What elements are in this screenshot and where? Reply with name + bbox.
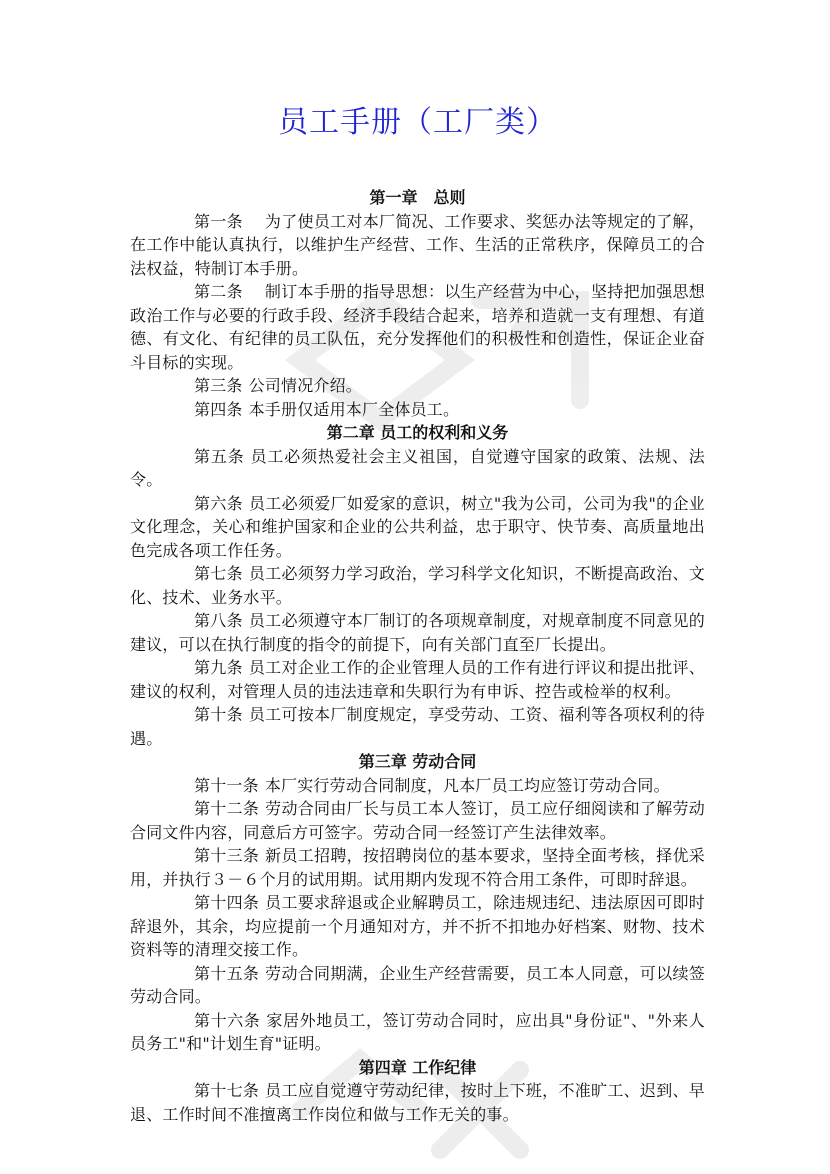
article (130, 962, 705, 1009)
article-text: 公司情况介绍。 (248, 376, 363, 395)
article (130, 210, 705, 281)
article (130, 1079, 705, 1126)
article-text: 员工必须热爱社会主义祖国，自觉遵守国家的政策、法规、法令。 (130, 446, 705, 489)
article (130, 797, 705, 844)
article (130, 398, 705, 422)
article-text: 员工可按本厂制度规定，享受劳动、工资、福利等各项权利的待遇。 (130, 705, 705, 748)
article (130, 703, 705, 750)
article-number: 第五条 (194, 446, 245, 466)
article-text: 员工必须爱厂如爱家的意识，树立"我为公司，公司为我"的企业文化理念，关心和维护国家和企业的公共利益，忠于职守、快节奏、高质量地出色完成各项工作任务。 (130, 493, 705, 560)
article (130, 844, 705, 891)
article-text: 员工必须遵守本厂制订的各项规章制度，对规章制度不同意见的建议，可以在执行制度的指令的前提下，向有关部门直至厂长提出。 (130, 611, 705, 654)
article (130, 374, 705, 398)
article-number: 第十条 (194, 705, 243, 724)
article-text: 劳动合同由厂长与员工本人签订，员工应仔细阅读和了解劳动合同文件内容，同意后方可签字。劳动合同一经签订产生法律效率。 (130, 799, 705, 842)
article-number: 第十三条 (194, 846, 260, 865)
article (130, 774, 705, 798)
article (130, 609, 705, 656)
article-text: 员工要求辞退或企业解聘员工，除违规违纪、违法原因可即时辞退外，其余，均应提前一个月通知对方，并不折不扣地办好档案、财物、技术资料等的清理交接工作。 (130, 893, 705, 959)
article-number: 第十一条 (194, 775, 259, 795)
chapter-heading: 第四章 工作纪律 (358, 1057, 477, 1077)
chapter-heading: 第三章 劳动合同 (358, 752, 477, 771)
article (130, 445, 705, 492)
article-number: 第十二条 (194, 799, 260, 818)
document-body (130, 186, 705, 1126)
article-text: 员工必须努力学习政治，学习科学文化知识，不断提高政治、文化、技术、业务水平。 (130, 564, 705, 607)
article (130, 1009, 705, 1056)
article (130, 492, 705, 563)
article (130, 280, 705, 374)
article-number: 第九条 (194, 658, 243, 677)
article (130, 656, 705, 703)
article-text: 员工应自觉遵守劳动纪律，按时上下班，不准旷工、迟到、早退、工作时间不准擅离工作岗位和做与工作无关的事。 (130, 1081, 705, 1124)
article-number: 第十四条 (194, 893, 260, 912)
article (130, 891, 705, 962)
article-number: 第六条 (194, 493, 243, 513)
article-number: 第十五条 (194, 963, 260, 983)
article-text: 家居外地员工，签订劳动合同时，应出具"身份证"、"外来人员务工"和"计划生育"证明。 (130, 1010, 705, 1053)
article-number: 第十七条 (194, 1081, 260, 1100)
article-number: 第一条 (194, 211, 243, 231)
article-text: 本厂实行劳动合同制度，凡本厂员工均应签订劳动合同。 (264, 775, 670, 795)
chapter-heading: 第二章 员工的权利和义务 (326, 423, 509, 442)
article-text: 员工对企业工作的企业管理人员的工作有进行评议和提出批评、建议的权利，对管理人员的违法违章和失职行为有申诉、控告或检举的权利。 (130, 658, 705, 701)
article-number: 第四条 (194, 399, 243, 419)
article-text: 新员工招聘，按招聘岗位的基本要求，坚持全面考核，择优采用，并执行３－６个月的试用期。试用期内发现不符合用工条件，可即时辞退。 (130, 846, 705, 889)
document-title: 员工手册（工厂类） (278, 105, 557, 140)
article-number: 第七条 (194, 564, 243, 583)
chapter-heading: 第一章 总则 (369, 188, 466, 207)
article-text: 为了使员工对本厂简况、工作要求、奖惩办法等规定的了解，在工作中能认真执行，以维护生产经营、工作、生活的正常秩序，保障员工的合法权益，特制订本手册。 (130, 211, 705, 278)
article-number: 第三条 (194, 376, 243, 395)
article-number: 第十六条 (194, 1010, 261, 1030)
article-number: 第八条 (194, 611, 243, 630)
article (130, 562, 705, 609)
article-text: 劳动合同期满，企业生产经营需要，员工本人同意，可以续签劳动合同。 (130, 963, 705, 1006)
article-number: 第二条 (194, 282, 243, 301)
article-text: 制订本手册的指导思想：以生产经营为中心，坚持把加强思想政治工作与必要的行政手段、经济手段结合起来，培养和造就一支有理想、有道德、有文化、有纪律的员工队伍，充分发挥他们的积极性和创造性，保证企业奋斗目标的实现。 (130, 282, 705, 372)
article-text: 本手册仅适用本厂全体员工。 (248, 399, 460, 419)
